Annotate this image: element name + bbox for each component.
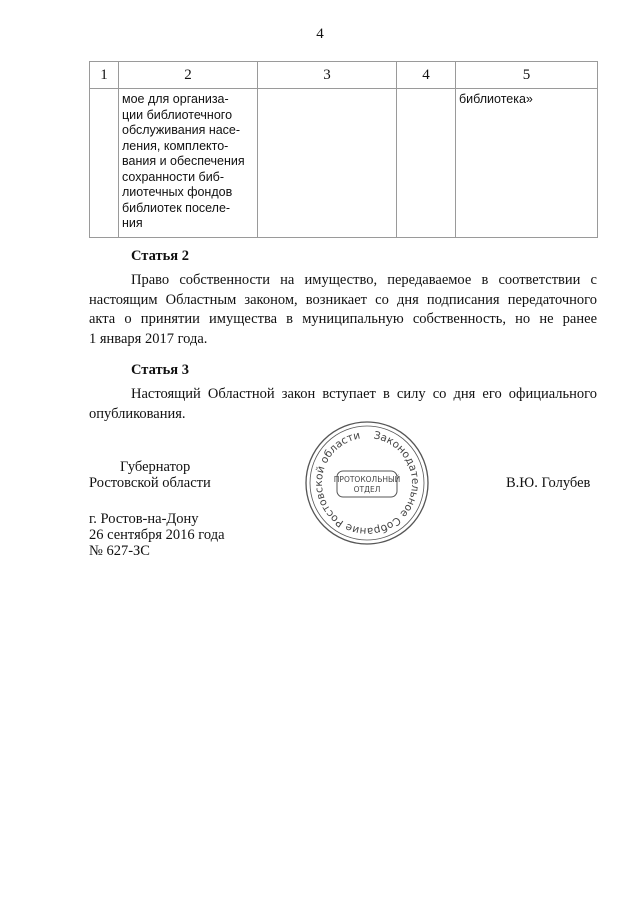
cell-line: вания и обеспечения [122,154,245,168]
cell-line: библиотек поселе- [122,200,231,215]
table-header-cell: 5 [456,62,598,89]
signature-name: В.Ю. Голубев [506,475,591,491]
cell-line: библиотека» [459,92,533,106]
stamp-ring-text: Законодательное Собрание Ростовской области [312,429,422,538]
table-header-cell: 2 [119,62,258,89]
stamp-center-line2: ОТДЕЛ [353,485,381,494]
cell-line: ния [122,216,143,230]
text-line: настоящим Областным законом, возникает со дня подписания передаточного [89,291,597,308]
table-cell-col2 [119,89,258,238]
page-number: 4 [316,26,324,42]
signature-position-line1: Губернатор [120,459,191,475]
footer-date: 26 сентября 2016 года [89,527,225,543]
text-line: 1 января 2017 года. [89,330,208,347]
text-line: акта о принятии имущества в муниципальную собственность, но не ранее [89,311,597,327]
signature-position-line2: Ростовской области [89,475,211,491]
footer-number: № 627-ЗС [89,543,150,559]
cell-line: сохранности биб- [122,169,225,184]
footer-city: г. Ростов-на-Дону [89,511,199,527]
table-header-row [90,62,598,89]
table-header-cell: 3 [258,62,397,89]
table-header-cell: 1 [90,62,119,89]
cell-line: обслуживания насе- [122,123,241,137]
table-row [90,89,598,238]
table-header-cell: 4 [397,62,456,89]
text-line: Право собственности на имущество, передаваемое в соответствии с [131,272,597,288]
article-3-title: Статья 3 [131,362,189,378]
text-line: опубликования. [89,405,186,422]
cell-line: лиотечных фондов [122,185,233,199]
table-cell-col5 [456,89,598,238]
table-cell-col4 [397,89,456,238]
table-cell-col3 [258,89,397,238]
cell-line: ления, комплекто- [122,138,229,153]
cell-line: мое для организа- [122,92,229,106]
continued-table [89,61,598,238]
stamp-center-line1: ПРОТОКОЛЬНЫЙ [333,475,401,484]
official-stamp [303,419,431,547]
text-line: Настоящий Областной закон вступает в силу со дня его официального [131,386,597,402]
cell-line: ции библиотечного [122,107,233,122]
table-cell-col1 [90,89,119,238]
article-2-text [89,271,597,349]
article-2-title: Статья 2 [131,248,189,264]
